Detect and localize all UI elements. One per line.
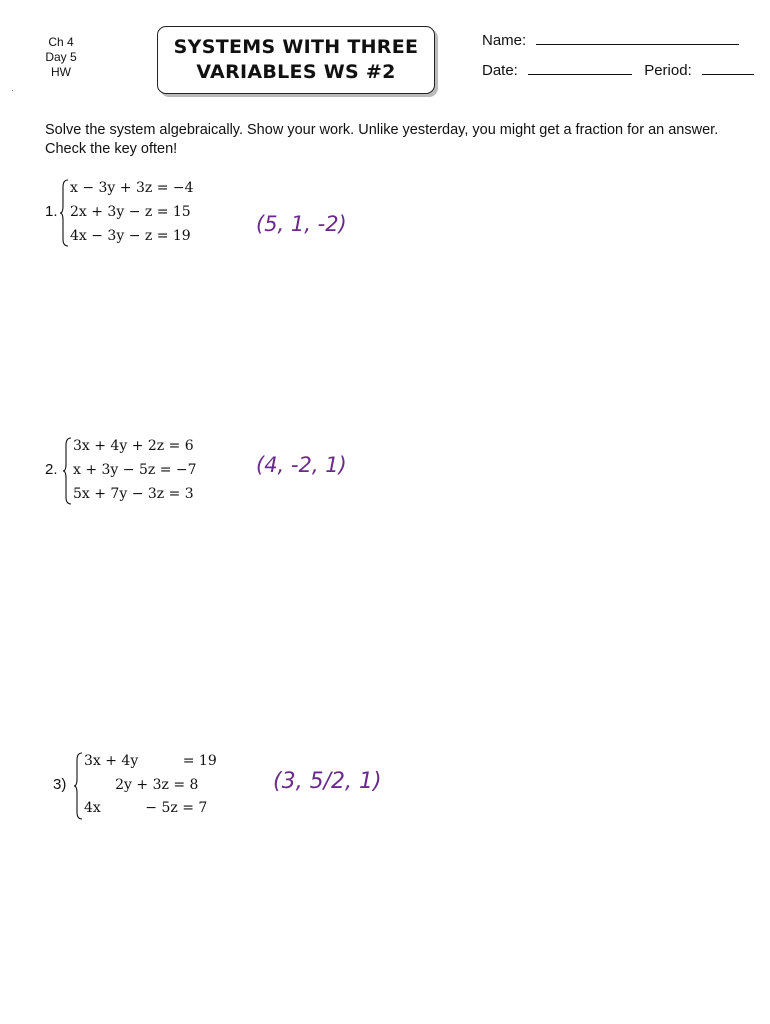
name-field[interactable] — [482, 30, 739, 49]
answer-text: (3, 5/2, 1) — [273, 769, 382, 794]
chapter-label: Ch 4 — [48, 35, 74, 49]
equation: 3x + 4y = 19 — [84, 753, 217, 769]
equation: 4x − 3y − z = 19 — [70, 228, 191, 244]
answer-text: (5, 1, -2) — [256, 212, 347, 236]
equation: x − 3y + 3z = −4 — [70, 180, 194, 196]
title-line-1: SYSTEMS WITH THREE — [173, 36, 419, 58]
equation: 2y + 3z = 8 — [84, 777, 199, 793]
equation: 2x + 3y − z = 15 — [70, 204, 191, 220]
hw-label: HW — [51, 65, 71, 79]
day-label: Day 5 — [45, 50, 77, 64]
problem-number: 1. — [45, 203, 58, 220]
name-blank[interactable] — [536, 30, 739, 45]
instructions: Solve the system algebraically. Show your work. Unlike yesterday, you might get a fraction for an answer. Check the key often! — [45, 122, 719, 157]
stray-mark — [12, 90, 13, 91]
answer-handwriting — [256, 210, 356, 238]
handwritten-answer — [256, 451, 356, 484]
date-period-fields — [482, 60, 754, 79]
left-brace-icon — [63, 437, 73, 505]
handwritten-answer — [256, 210, 356, 243]
equation: 4x − 5z = 7 — [84, 800, 208, 816]
answer-handwriting — [256, 451, 356, 479]
equation: 3x + 4y + 2z = 6 — [73, 438, 194, 454]
date-blank[interactable] — [528, 60, 632, 75]
assignment-meta — [38, 35, 84, 80]
period-label: Period: — [644, 62, 692, 79]
left-brace-icon — [60, 179, 70, 247]
name-label: Name: — [482, 32, 527, 49]
title-line-2: VARIABLES WS #2 — [196, 61, 396, 83]
problem-number: 2. — [45, 461, 58, 478]
period-blank[interactable] — [702, 60, 754, 75]
answer-text: (4, -2, 1) — [256, 453, 347, 477]
worksheet-title-box — [157, 26, 435, 94]
problem-number: 3) — [53, 776, 67, 793]
equation: x + 3y − 5z = −7 — [73, 462, 197, 478]
left-brace-icon — [74, 752, 84, 820]
handwritten-answer — [273, 764, 388, 803]
equation: 5x + 7y − 3z = 3 — [73, 486, 194, 502]
date-label: Date: — [482, 62, 518, 79]
answer-handwriting — [273, 764, 388, 798]
